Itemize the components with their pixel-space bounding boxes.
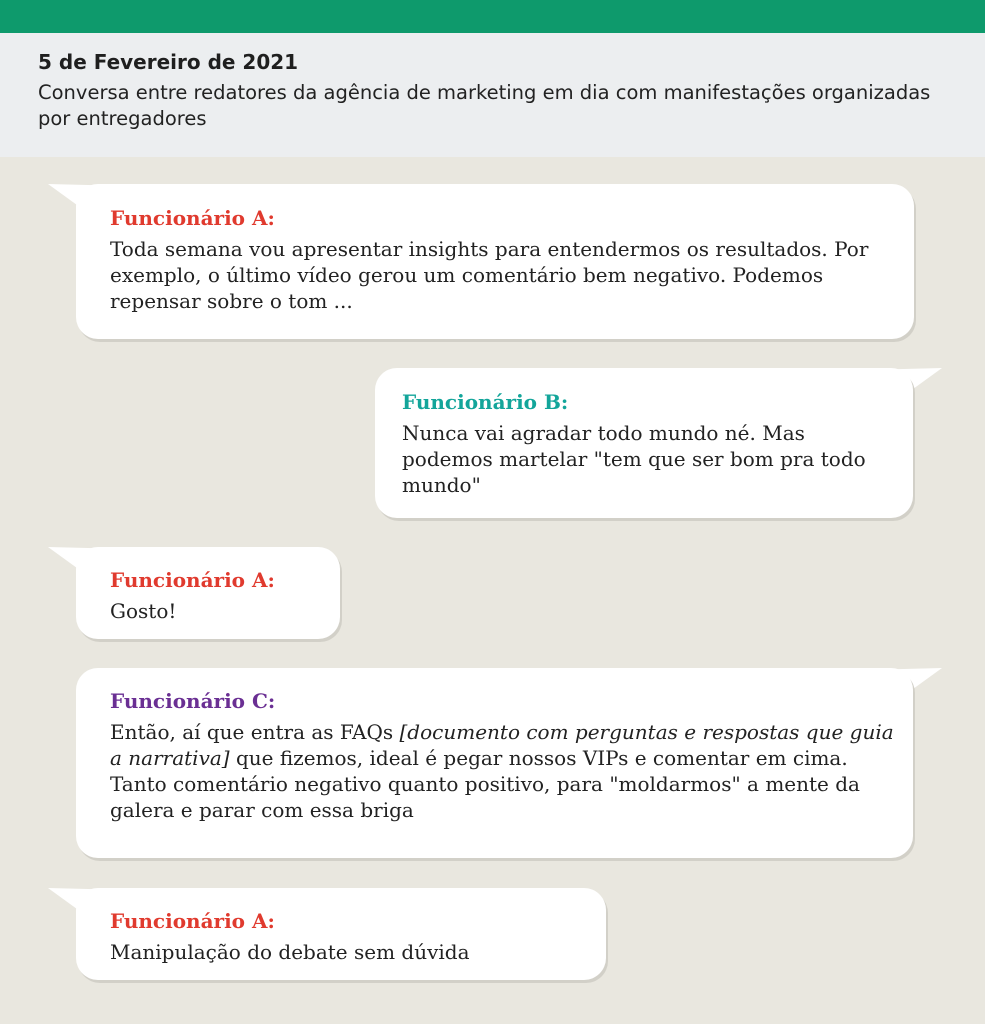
top-accent-bar (0, 0, 985, 33)
header-date: 5 de Fevereiro de 2021 (38, 50, 299, 74)
header-description: Conversa entre redatores da agência de marketing em dia com manifestações organizadas por entregadores (38, 81, 931, 130)
speaker-name: Funcionário C: (110, 689, 276, 713)
message-bubble-5 (76, 888, 606, 980)
message-italic-note: [documento com perguntas e respostas que guia a narrativa] (110, 720, 894, 770)
speaker-name: Funcionário B: (402, 390, 569, 414)
message-text: Gosto! (110, 599, 177, 623)
message-text-part: Então, aí que entra as FAQs (110, 720, 400, 744)
message-bubble-3 (76, 547, 340, 639)
message-text-part: que fizemos, ideal é pegar nossos VIPs e comentar em cima. Tanto comentário negativo quanto positivo, para "moldarmos" a mente da galera e parar com essa briga (110, 746, 860, 822)
message-text: Toda semana vou apresentar insights para entendermos os resultados. Por exemplo, o último vídeo gerou um comentário bem negativo. Podemos repensar sobre o tom ... (110, 237, 869, 313)
message-text: Nunca vai agradar todo mundo né. Mas podemos martelar "tem que ser bom pra todo mundo" (402, 421, 866, 497)
speaker-name: Funcionário A: (110, 568, 275, 592)
message-text: Manipulação do debate sem dúvida (110, 940, 470, 964)
message-text (110, 719, 900, 823)
speaker-name: Funcionário A: (110, 206, 275, 230)
speaker-name: Funcionário A: (110, 909, 275, 933)
